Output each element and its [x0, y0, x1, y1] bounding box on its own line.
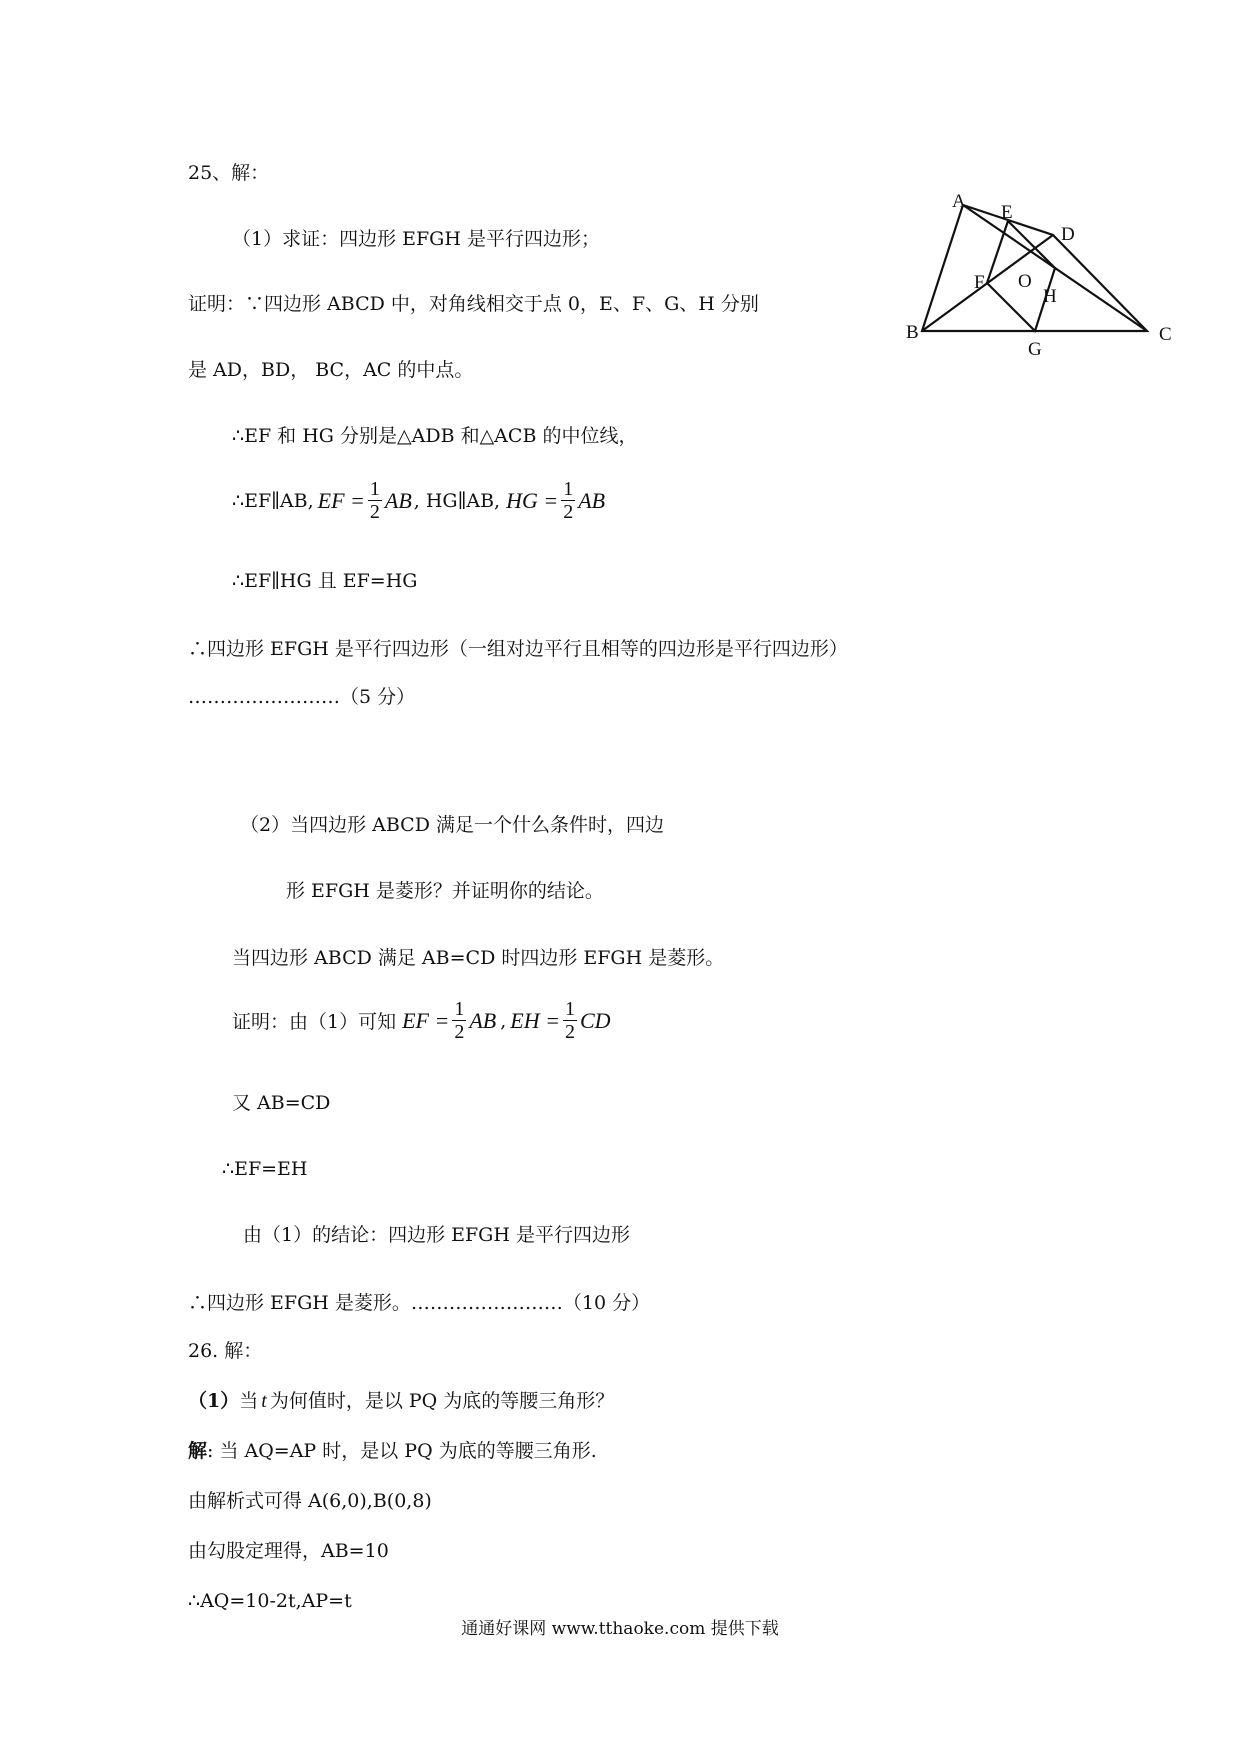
- q26-sol-label: 解: [188, 1440, 208, 1462]
- label-d: D: [1061, 224, 1075, 245]
- eq2-sep: ,: [500, 1009, 507, 1032]
- q25-part2-line1: （2）当四边形 ABCD 满足一个什么条件时，四边: [240, 814, 664, 836]
- eq2-den2: 2: [564, 1021, 575, 1043]
- q25-parallel-equal-line: ∴EF∥HG 且 EF=HG: [232, 570, 418, 592]
- quadrilateral-figure: [885, 185, 1185, 365]
- q26-part1-text-a: 当: [239, 1390, 259, 1412]
- q26-part1-var: t: [261, 1390, 267, 1412]
- label-a: A: [952, 191, 966, 212]
- q26-part1-prefix: （1）: [188, 1390, 240, 1412]
- label-e: E: [1001, 202, 1013, 223]
- eq2-den1: 2: [454, 1021, 465, 1043]
- eq1-mid: , HG∥AB,: [413, 489, 501, 512]
- page-footer: 通通好课网 www.tthaoke.com 提供下载: [461, 1619, 779, 1639]
- eq2-rhs1: AB: [469, 1007, 497, 1033]
- q25-midline-line: ∴EF 和 HG 分别是△ADB 和△ACB 的中位线，: [232, 425, 638, 447]
- q25-conclusion2: ∴四边形 EFGH 是菱形。……………………（10 分）: [188, 1292, 651, 1314]
- eq2-lhs1: EF =: [402, 1007, 450, 1033]
- quadrilateral-abcd: [922, 205, 1147, 331]
- label-g: G: [1028, 339, 1042, 360]
- q26-pythag-line: 由勾股定理得，AB=10: [188, 1540, 389, 1562]
- q25-heading: 25、解：: [188, 162, 270, 184]
- q25-answer2: 当四边形 ABCD 满足 AB=CD 时四边形 EFGH 是菱形。: [232, 947, 725, 969]
- eq2-prefix: 证明：由（1）可知: [232, 1011, 397, 1033]
- q25-from1-line: 由（1）的结论：四边形 EFGH 是平行四边形: [243, 1224, 630, 1246]
- q25-part2-line2: 形 EFGH 是菱形？并证明你的结论。: [286, 880, 604, 902]
- eq1-prefix: ∴EF∥AB,: [232, 489, 314, 512]
- label-o: O: [1018, 271, 1032, 292]
- figure-lines: [922, 205, 1147, 331]
- q26-coords-line: 由解析式可得 A(6,0),B(0,8): [188, 1490, 432, 1512]
- eq1-lhs1: EF =: [317, 487, 365, 513]
- eq2-fraction-1: [452, 998, 466, 1043]
- eq1-den1: 2: [369, 501, 380, 523]
- eq1-num1: 1: [369, 478, 380, 500]
- q26-part1-text-b: 为何值时，是以 PQ 为底的等腰三角形？: [269, 1390, 615, 1412]
- eq1-fraction-2: [561, 478, 575, 523]
- q26-part1: [188, 1388, 614, 1414]
- eq1-fraction-1: [368, 478, 382, 523]
- q26-aq-line: ∴AQ=10-2t,AP=t: [188, 1590, 352, 1612]
- eq2-rhs2: CD: [579, 1007, 611, 1033]
- q26-solution: [188, 1438, 597, 1464]
- q25-part1-title: （1）求证：四边形 EFGH 是平行四边形；: [232, 228, 600, 250]
- eq2-lhs2: EH =: [510, 1007, 560, 1033]
- label-f: F: [974, 272, 985, 293]
- label-c: C: [1159, 324, 1172, 345]
- q25-ef-eh-line: ∴EF=EH: [222, 1158, 308, 1180]
- eq2-num2: 1: [564, 998, 575, 1020]
- q26-heading: 26. 解：: [188, 1340, 263, 1362]
- label-h: H: [1043, 286, 1057, 307]
- eq1-num2: 1: [563, 478, 574, 500]
- eq2-num1: 1: [454, 998, 465, 1020]
- eq1-rhs2: AB: [578, 487, 606, 513]
- q25-ab-cd-line: 又 AB=CD: [232, 1092, 331, 1114]
- eq1-lhs2: HG =: [506, 487, 559, 513]
- label-b: B: [906, 322, 919, 343]
- q25-conclusion1: ∴四边形 EFGH 是平行四边形（一组对边平行且相等的四边形是平行四边形）: [188, 638, 848, 660]
- eq2-fraction-2: [563, 998, 577, 1043]
- q25-score1: ……………………（5 分）: [188, 686, 416, 708]
- eq1-rhs1: AB: [384, 487, 412, 513]
- eq1-den2: 2: [563, 501, 574, 523]
- q25-equation-1: [232, 478, 605, 523]
- q26-sol-text: : 当 AQ=AP 时，是以 PQ 为底的等腰三角形.: [207, 1440, 597, 1462]
- q25-equation-2: [232, 998, 611, 1043]
- q25-proof-line2: 是 AD，BD， BC，AC 的中点。: [188, 359, 474, 381]
- q25-proof-line1: 证明：∵四边形 ABCD 中，对角线相交于点 0，E、F、G、H 分别: [188, 293, 759, 315]
